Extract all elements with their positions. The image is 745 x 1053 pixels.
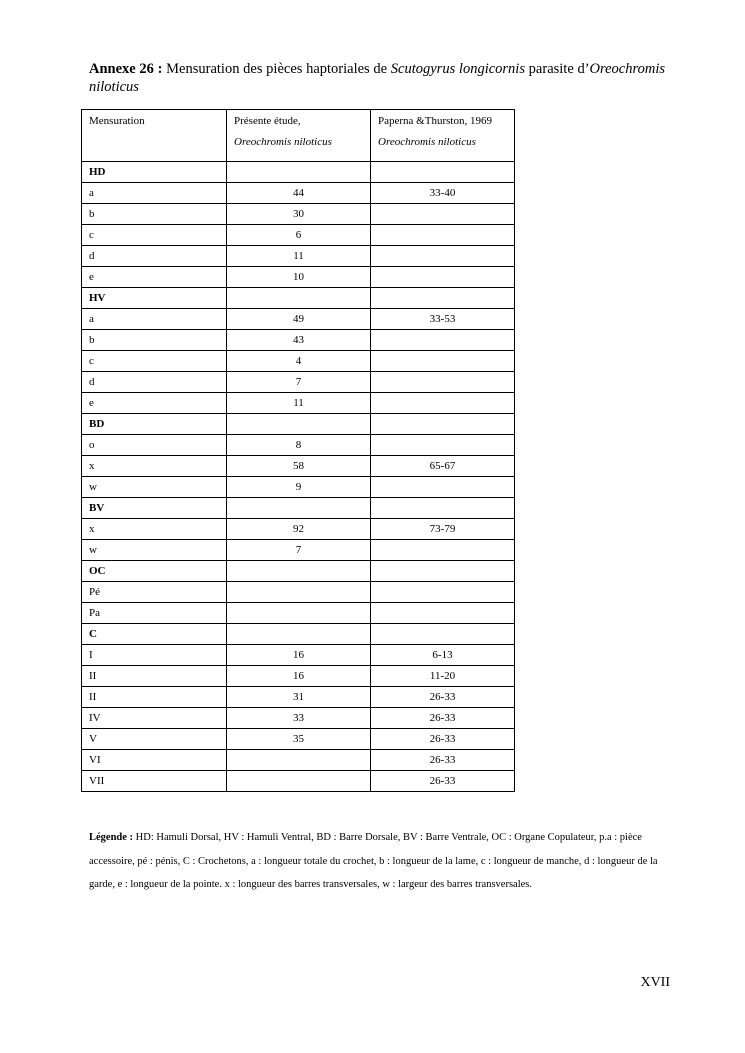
table-row bbox=[82, 246, 515, 267]
table-group-row bbox=[82, 498, 515, 519]
row-label: o bbox=[82, 435, 227, 456]
present-study-value bbox=[227, 414, 371, 435]
present-study-value: 16 bbox=[227, 645, 371, 666]
paperna-value bbox=[371, 624, 515, 645]
present-study-value bbox=[227, 498, 371, 519]
row-label: II bbox=[82, 687, 227, 708]
paperna-value: 33-53 bbox=[371, 309, 515, 330]
paperna-value: 65-67 bbox=[371, 456, 515, 477]
header-presente-etude-label: Présente étude, bbox=[234, 115, 301, 127]
title-species-2: Oreochromis niloticus bbox=[89, 61, 665, 95]
table-row bbox=[82, 540, 515, 561]
table-group-row bbox=[82, 288, 515, 309]
table-row bbox=[82, 477, 515, 498]
present-study-value: 7 bbox=[227, 372, 371, 393]
paperna-value bbox=[371, 477, 515, 498]
present-study-value: 92 bbox=[227, 519, 371, 540]
row-label: V bbox=[82, 729, 227, 750]
present-study-value: 11 bbox=[227, 393, 371, 414]
present-study-value: 8 bbox=[227, 435, 371, 456]
present-study-value: 30 bbox=[227, 204, 371, 225]
table-row bbox=[82, 729, 515, 750]
present-study-value: 16 bbox=[227, 666, 371, 687]
paperna-value bbox=[371, 288, 515, 309]
paperna-value: 26-33 bbox=[371, 750, 515, 771]
annex-number: Annexe 26 : bbox=[89, 61, 163, 77]
table-header-row bbox=[82, 110, 515, 162]
page-number: XVII bbox=[640, 975, 670, 990]
present-study-value: 58 bbox=[227, 456, 371, 477]
row-label: d bbox=[82, 372, 227, 393]
present-study-value bbox=[227, 162, 371, 183]
paperna-value: 26-33 bbox=[371, 771, 515, 792]
paperna-value bbox=[371, 561, 515, 582]
header-paperna-label: Paperna &Thurston, 1969 bbox=[378, 115, 492, 127]
table-row bbox=[82, 519, 515, 540]
row-label: e bbox=[82, 393, 227, 414]
header-presente-etude bbox=[227, 110, 371, 162]
table-group-row bbox=[82, 414, 515, 435]
legend-text: HD: Hamuli Dorsal, HV : Hamuli Ventral, BD : Barre Dorsale, BV : Barre Ventrale, OC : Organe Copulateur, p.a : pièce accessoire, pé : pénis, C : Crochetons, a : longueur totale du crochet, b : longueur de la lame, c : longueur de manche, d : longueur de la garde, e : longueur de la pointe. x : longueur des barres transversales, w : largeur des barres transversales. bbox=[89, 832, 658, 890]
row-label: IV bbox=[82, 708, 227, 729]
table-row bbox=[82, 456, 515, 477]
header-mensuration-label: Mensuration bbox=[89, 115, 145, 127]
table-group-row bbox=[82, 162, 515, 183]
row-label: C bbox=[82, 624, 227, 645]
header-presente-etude-species: Oreochromis niloticus bbox=[234, 136, 332, 148]
present-study-value bbox=[227, 750, 371, 771]
table-row bbox=[82, 771, 515, 792]
present-study-value: 4 bbox=[227, 351, 371, 372]
present-study-value: 31 bbox=[227, 687, 371, 708]
row-label: x bbox=[82, 519, 227, 540]
row-label: a bbox=[82, 309, 227, 330]
paperna-value bbox=[371, 540, 515, 561]
table-group-row bbox=[82, 624, 515, 645]
table-row bbox=[82, 204, 515, 225]
row-label: Pa bbox=[82, 603, 227, 624]
present-study-value bbox=[227, 582, 371, 603]
paperna-value bbox=[371, 582, 515, 603]
present-study-value: 35 bbox=[227, 729, 371, 750]
row-label: c bbox=[82, 351, 227, 372]
paperna-value bbox=[371, 414, 515, 435]
table-row bbox=[82, 645, 515, 666]
paperna-value bbox=[371, 246, 515, 267]
row-label: d bbox=[82, 246, 227, 267]
paperna-value bbox=[371, 351, 515, 372]
legend bbox=[89, 826, 679, 897]
row-label: I bbox=[82, 645, 227, 666]
table-row bbox=[82, 351, 515, 372]
present-study-value: 33 bbox=[227, 708, 371, 729]
present-study-value: 9 bbox=[227, 477, 371, 498]
row-label: e bbox=[82, 267, 227, 288]
row-label: w bbox=[82, 477, 227, 498]
row-label: HV bbox=[82, 288, 227, 309]
row-label: BV bbox=[82, 498, 227, 519]
paperna-value: 73-79 bbox=[371, 519, 515, 540]
row-label: b bbox=[82, 204, 227, 225]
paperna-value bbox=[371, 162, 515, 183]
row-label: OC bbox=[82, 561, 227, 582]
paperna-value bbox=[371, 330, 515, 351]
paperna-value bbox=[371, 498, 515, 519]
table-row bbox=[82, 393, 515, 414]
row-label: HD bbox=[82, 162, 227, 183]
table-row bbox=[82, 603, 515, 624]
present-study-value: 10 bbox=[227, 267, 371, 288]
paperna-value bbox=[371, 267, 515, 288]
table-row bbox=[82, 708, 515, 729]
table-row bbox=[82, 666, 515, 687]
table-group-row bbox=[82, 561, 515, 582]
present-study-value bbox=[227, 624, 371, 645]
present-study-value: 44 bbox=[227, 183, 371, 204]
row-label: c bbox=[82, 225, 227, 246]
table-row bbox=[82, 225, 515, 246]
row-label: BD bbox=[82, 414, 227, 435]
present-study-value bbox=[227, 288, 371, 309]
paperna-value: 26-33 bbox=[371, 708, 515, 729]
paperna-value bbox=[371, 603, 515, 624]
present-study-value bbox=[227, 603, 371, 624]
paperna-value bbox=[371, 225, 515, 246]
annex-title bbox=[89, 60, 665, 96]
paperna-value bbox=[371, 204, 515, 225]
table-row bbox=[82, 435, 515, 456]
title-species-1: Scutogyrus longicornis bbox=[390, 61, 525, 77]
row-label: b bbox=[82, 330, 227, 351]
table-row bbox=[82, 582, 515, 603]
paperna-value bbox=[371, 393, 515, 414]
header-paperna-species: Oreochromis niloticus bbox=[378, 136, 476, 148]
table-row bbox=[82, 183, 515, 204]
present-study-value: 49 bbox=[227, 309, 371, 330]
row-label: VI bbox=[82, 750, 227, 771]
present-study-value: 6 bbox=[227, 225, 371, 246]
table-row bbox=[82, 750, 515, 771]
row-label: w bbox=[82, 540, 227, 561]
row-label: VII bbox=[82, 771, 227, 792]
paperna-value: 26-33 bbox=[371, 687, 515, 708]
row-label: II bbox=[82, 666, 227, 687]
paperna-value: 6-13 bbox=[371, 645, 515, 666]
measurement-table bbox=[81, 109, 515, 792]
present-study-value bbox=[227, 771, 371, 792]
row-label: x bbox=[82, 456, 227, 477]
present-study-value: 43 bbox=[227, 330, 371, 351]
header-paperna bbox=[371, 110, 515, 162]
legend-label: Légende : bbox=[89, 832, 134, 843]
table-row bbox=[82, 330, 515, 351]
present-study-value: 11 bbox=[227, 246, 371, 267]
row-label: Pé bbox=[82, 582, 227, 603]
paperna-value bbox=[371, 435, 515, 456]
paperna-value: 11-20 bbox=[371, 666, 515, 687]
table-row bbox=[82, 372, 515, 393]
title-text-1: Mensuration des pièces haptoriales de bbox=[162, 61, 391, 77]
row-label: a bbox=[82, 183, 227, 204]
paperna-value bbox=[371, 372, 515, 393]
paperna-value: 33-40 bbox=[371, 183, 515, 204]
table-row bbox=[82, 267, 515, 288]
table-row bbox=[82, 687, 515, 708]
present-study-value bbox=[227, 561, 371, 582]
table-row bbox=[82, 309, 515, 330]
paperna-value: 26-33 bbox=[371, 729, 515, 750]
header-mensuration bbox=[82, 110, 227, 162]
title-text-2: parasite d’ bbox=[524, 61, 590, 77]
present-study-value: 7 bbox=[227, 540, 371, 561]
